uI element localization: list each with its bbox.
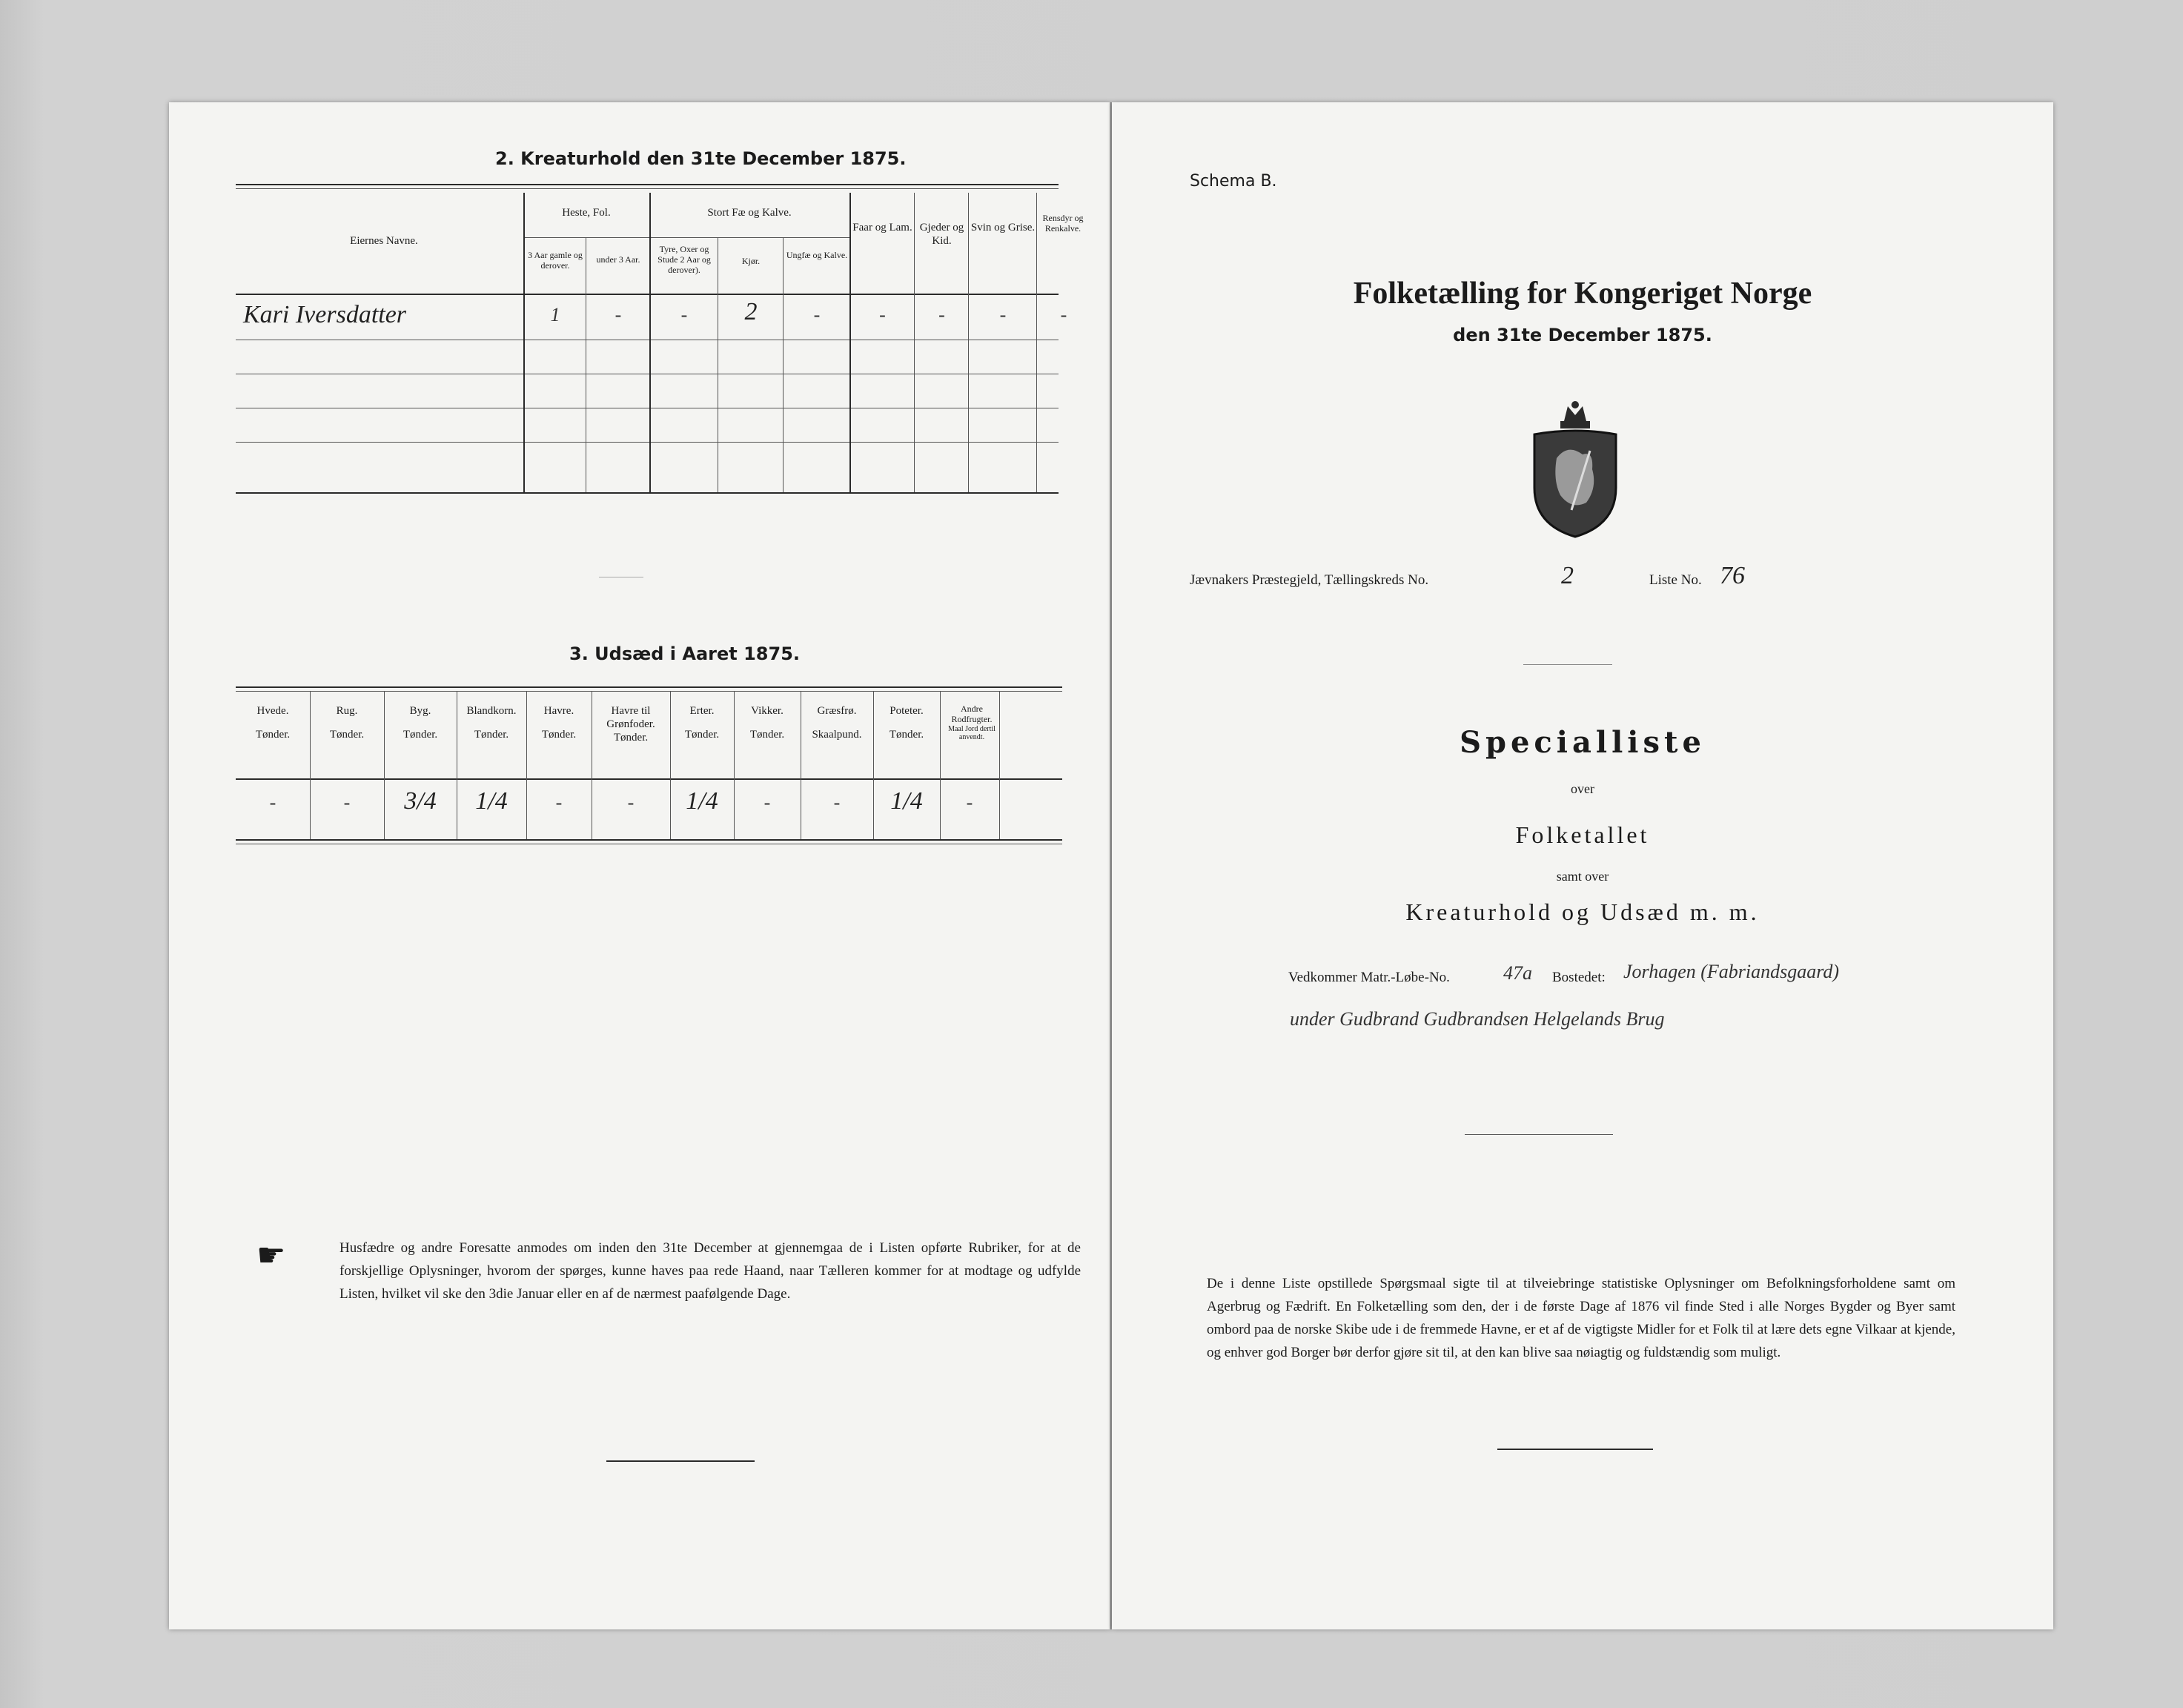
seed-cell: -: [627, 792, 635, 813]
bosted-line2: under Gudbrand Gudbrandsen Helgelands Brug: [1290, 1008, 1665, 1030]
livestock-cell: 1: [550, 304, 560, 325]
parish-label: Jævnakers Præstegjeld, Tællingskreds No.: [1190, 572, 1429, 588]
table-rule: [236, 686, 1062, 688]
census-date: den 31te December 1875.: [1453, 325, 1712, 345]
seed-header-name: Vikker.: [751, 705, 784, 717]
table-rule: [236, 691, 1062, 692]
seed-cell: -: [343, 792, 351, 813]
matr-number: 47a: [1503, 962, 1532, 984]
header-goats: Gjeder og Kid.: [919, 222, 964, 247]
seed-header-name: Byg.: [409, 705, 431, 717]
header-sheep: Faar og Lam.: [852, 222, 912, 234]
seed-header-unit: Tønder.: [329, 729, 365, 741]
table-col-line: [523, 193, 525, 492]
header-pigs: Svin og Grise.: [970, 222, 1036, 234]
seed-header-name: Havre til Grønfoder.: [606, 705, 655, 730]
table-col-line: [783, 237, 784, 492]
list-number: 76: [1720, 562, 1745, 589]
livestock-cell: -: [680, 304, 688, 325]
table-col-line: [968, 193, 969, 492]
header-owner-name: Eiernes Navne.: [350, 235, 418, 247]
header-horses: Heste, Fol.: [562, 207, 611, 219]
census-title: Folketælling for Kongeriget Norge: [1353, 277, 1812, 311]
seed-cell: 1/4: [890, 787, 923, 815]
table-row-line: [236, 442, 1059, 443]
seed-header-name: Græsfrø.: [817, 705, 857, 717]
table-subheader-line: [649, 237, 849, 238]
seed-cell: 3/4: [404, 787, 437, 815]
matr-label: Vedkommer Matr.-Løbe-No.: [1288, 970, 1450, 985]
bosted-label: Bostedet:: [1552, 970, 1606, 985]
seed-header-unit: Tønder.: [889, 729, 924, 741]
table-rule: [236, 294, 1059, 295]
table-rule: [236, 839, 1062, 841]
footer-text: De i denne Liste opstillede Spørgsmaal sigte til at tilveiebringe statistiske Oplysninger om Befolkningsforholdene samt om Agerbrug og Fædrift. En Folketælling som den, der i de første Dage af 1876 vil finde Sted i alle Norges Bygder og Byer samt ombord paa de norske Skibe ude i de fremmede Havne, er et af de vigtigste Midler for et Folk til at lære dets egne Vilkaar at kjende, og enhver god Borger bør derfor gjøre sit til, at den kan blive saa nøiagtig og fuldstændig som muligt.: [1207, 1276, 1955, 1360]
schema-label: Schema B.: [1190, 172, 1277, 191]
seed-cell: -: [555, 792, 563, 813]
table-col-line: [849, 193, 851, 492]
header-cattle-young: Ungfæ og Kalve.: [786, 250, 848, 260]
folketallet-heading: Folketallet: [1515, 821, 1650, 848]
seed-header-unit: Tønder.: [541, 729, 577, 741]
table-rule: [236, 778, 1062, 780]
seed-cell: -: [269, 792, 276, 813]
seed-cell: 1/4: [475, 787, 508, 815]
header-horses-old: 3 Aar gamle og derover.: [528, 250, 583, 271]
seed-cell: -: [966, 792, 973, 813]
district-number: 2: [1561, 562, 1574, 589]
samt-over-label: samt over: [1556, 869, 1609, 884]
seed-cell: -: [833, 792, 841, 813]
owner-name-entry: Kari Iversdatter: [243, 301, 407, 328]
table-col-line: [914, 193, 915, 492]
seed-header-unit: Tønder.: [749, 729, 785, 741]
seed-header-name: Blandkorn.: [466, 705, 517, 717]
livestock-cell: -: [813, 304, 821, 325]
livestock-cell: -: [938, 304, 945, 325]
seed-header-name: Hvede.: [256, 705, 289, 717]
separator: [1465, 1134, 1613, 1135]
table-rule: [236, 184, 1059, 185]
header-horses-young: under 3 Aar.: [596, 254, 640, 265]
table-subheader-line: [523, 237, 649, 238]
pointing-hand-icon: ☛: [256, 1237, 286, 1274]
livestock-cell: -: [615, 304, 622, 325]
seed-header-name: Erter.: [689, 705, 715, 717]
coat-of-arms-icon: [1527, 399, 1623, 540]
livestock-cell: 2: [744, 298, 758, 325]
bosted-value: Jorhagen (Fabriandsgaard): [1623, 961, 1840, 982]
seed-header-name: Rug.: [336, 705, 358, 717]
over-label: over: [1571, 781, 1594, 796]
table-rule: [236, 492, 1059, 494]
header-reindeer: Rensdyr og Renkalve.: [1042, 213, 1084, 234]
header-cattle-cows: Kjør.: [741, 256, 761, 266]
table-col-line: [1036, 193, 1037, 492]
seed-header-unit: Skaalpund.: [812, 729, 862, 741]
table-col-line: [649, 193, 651, 492]
seed-header-unit: Tønder.: [684, 729, 720, 741]
header-cattle: Stort Fæ og Kalve.: [707, 207, 792, 219]
livestock-cell: -: [999, 304, 1007, 325]
right-page: [1112, 102, 2053, 1629]
livestock-cell: -: [1060, 304, 1067, 325]
seed-cell: -: [763, 792, 771, 813]
seed-header-unit: Tønder.: [403, 729, 438, 741]
seed-cell: 1/4: [686, 787, 718, 815]
specialliste-heading: Specialliste: [1460, 725, 1706, 760]
separator: [1523, 664, 1612, 665]
seed-header-unit: Tønder.: [613, 732, 649, 744]
livestock-title: 2. Kreaturhold den 31te December 1875.: [495, 148, 907, 169]
seed-header-name: Havre.: [543, 705, 574, 717]
seed-header-name: Andre Rodfrugter.: [951, 704, 993, 724]
seed-header-name: Poteter.: [890, 705, 924, 717]
notice-text: Husfædre og andre Foresatte anmodes om inden den 31te December at gjennemgaa de i Listen opførte Rubriker, for at de forskjellige Oplysninger, hvorom der spørges, kunne haves paa rede Haand, naar Tælleren kommer for at modtage og udfylde Listen, hvilket vil ske den 3die Januar eller en af de nærmest paafølgende Dage.: [339, 1240, 1081, 1302]
table-col-line: [940, 691, 941, 839]
seed-header-unit: Maal Jord dertil anvendt.: [948, 724, 996, 742]
livestock-cell: -: [879, 304, 886, 325]
header-cattle-bulls: Tyre, Oxer og Stude 2 Aar og derover).: [657, 244, 711, 275]
kreaturhold-heading: Kreaturhold og Udsæd m. m.: [1405, 898, 1760, 925]
separator: [606, 1460, 755, 1462]
table-rule: [236, 188, 1059, 189]
seed-header-unit: Tønder.: [255, 729, 291, 741]
left-page: [169, 102, 1110, 1629]
list-label: Liste No.: [1649, 572, 1702, 588]
seed-header-unit: Tønder.: [474, 729, 509, 741]
separator: [1497, 1449, 1653, 1450]
seed-title: 3. Udsæd i Aaret 1875.: [569, 643, 801, 664]
